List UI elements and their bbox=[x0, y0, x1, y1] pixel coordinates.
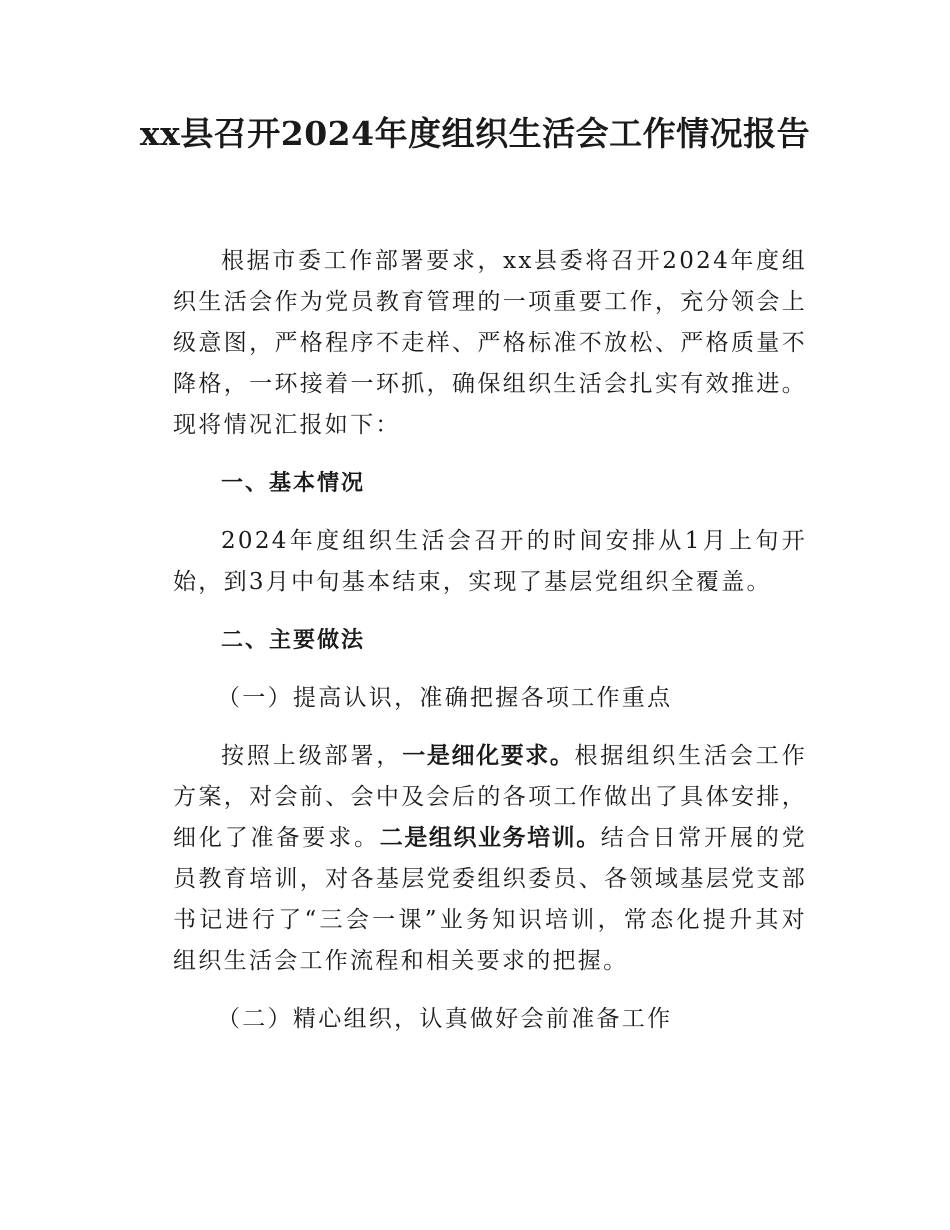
subheading-2: （二）精心组织，认真做好会前准备工作 bbox=[217, 1006, 673, 1032]
document-body bbox=[173, 241, 807, 1040]
basic-situation-paragraph: 2024年度组织生活会召开的时间安排从1月上旬开始，到3月中旬基本结束，实现了基层党组织全覆盖。 bbox=[173, 528, 807, 595]
point-one-text: 根据组织生活会工作方案，对会前、会中及会后的各项工作做出了具体安排，细化了准备要求。 bbox=[173, 743, 807, 851]
section-heading-basic: 一、基本情况 bbox=[221, 471, 366, 496]
practices-paragraph bbox=[173, 736, 807, 982]
point-one-bold: 一是细化要求。 bbox=[402, 743, 575, 769]
practices-lead: 按照上级部署， bbox=[221, 743, 403, 769]
point-two-bold: 二是组织业务培训。 bbox=[379, 825, 601, 851]
section-heading-main-practices: 二、主要做法 bbox=[221, 628, 366, 653]
document-title: xx县召开2024年度组织生活会工作情况报告 bbox=[139, 114, 811, 153]
point-two-text: 结合日常开展的党员教育培训，对各基层党委组织委员、各领域基层党支部书记进行了“三会一课”业务知识培训，常态化提升其对组织生活会工作流程和相关要求的把握。 bbox=[173, 825, 807, 974]
subheading-1: （一）提高认识，准确把握各项工作重点 bbox=[217, 685, 673, 711]
intro-paragraph: 根据市委工作部署要求，xx县委将召开2024年度组织生活会作为党员教育管理的一项重要工作，充分领会上级意图，严格程序不走样、严格标准不放松、严格质量不降格，一环接着一环抓，确保组织生活会扎实有效推进。现将情况汇报如下： bbox=[173, 248, 807, 438]
